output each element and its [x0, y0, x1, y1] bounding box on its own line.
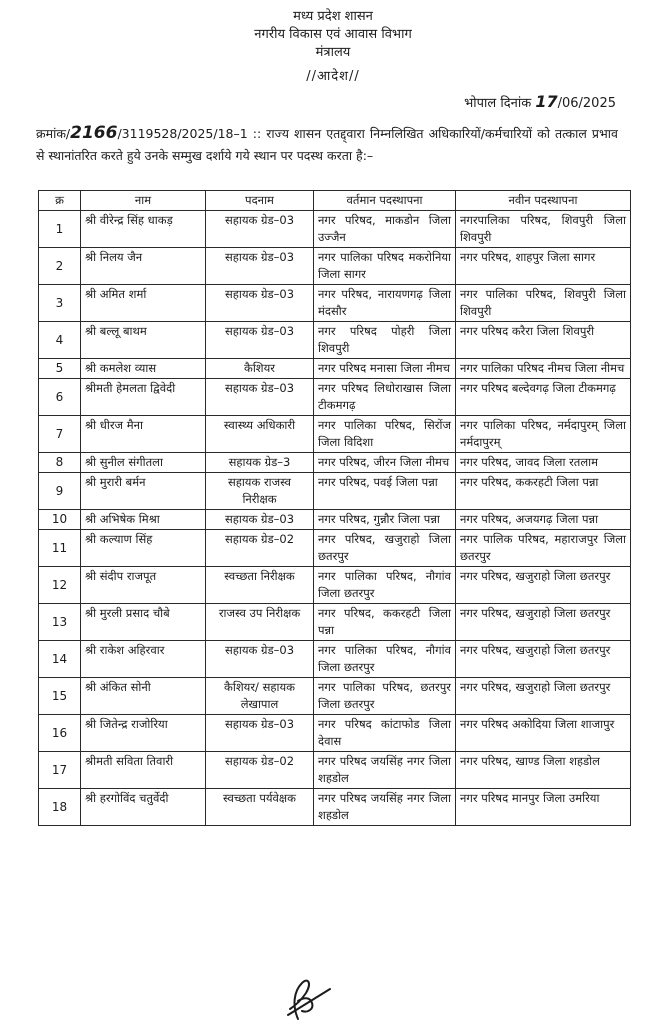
order-intro-paragraph [36, 122, 618, 167]
cell-post: सहायक ग्रेड–03 [206, 641, 314, 678]
cell-new-posting: नगर परिषद, खजुराहो जिला छतरपुर [456, 641, 631, 678]
cell-current-posting: नगर पालिका परिषद, छतरपुर जिला छतरपुर [314, 678, 456, 715]
cell-new-posting: नगर परिषद, खजुराहो जिला छतरपुर [456, 567, 631, 604]
table-row [39, 359, 631, 379]
cell-new-posting: नगर परिषद, अजयगढ़ जिला पन्ना [456, 510, 631, 530]
cell-new-posting: नगर पालिक परिषद, महाराजपुर जिला छतरपुर [456, 530, 631, 567]
cell-name: श्री निलय जैन [81, 248, 206, 285]
header-name: नाम [81, 191, 206, 211]
cell-name: श्री जितेन्द्र राजोरिया [81, 715, 206, 752]
cell-serial: 13 [39, 604, 81, 641]
cell-name: श्री राकेश अहिरवार [81, 641, 206, 678]
cell-post: कैशियर/ सहायक लेखापाल [206, 678, 314, 715]
cell-post: राजस्व उप निरीक्षक [206, 604, 314, 641]
table-row [39, 530, 631, 567]
table-row [39, 211, 631, 248]
cell-name: श्री कल्याण सिंह [81, 530, 206, 567]
cell-post: सहायक ग्रेड–03 [206, 322, 314, 359]
transfer-table [38, 190, 631, 826]
cell-new-posting: नगर परिषद, ककरहटी जिला पन्ना [456, 473, 631, 510]
cell-new-posting: नगर परिषद, शाहपुर जिला सागर [456, 248, 631, 285]
cell-name: श्री मुरली प्रसाद चौबे [81, 604, 206, 641]
table-row [39, 416, 631, 453]
cell-name: श्री बल्लू बाथम [81, 322, 206, 359]
cell-new-posting: नगर परिषद बल्देवगढ़ जिला टीकमगढ़ [456, 379, 631, 416]
cell-serial: 9 [39, 473, 81, 510]
cell-current-posting: नगर परिषद, पवई जिला पन्ना [314, 473, 456, 510]
cell-serial: 11 [39, 530, 81, 567]
header-ministry: मंत्रालय [315, 45, 351, 60]
cell-name: श्री मुरारी बर्मन [81, 473, 206, 510]
cell-current-posting: नगर परिषद, नारायणगढ़ जिला मंदसौर [314, 285, 456, 322]
cell-serial: 5 [39, 359, 81, 379]
kramank-handwritten-number: 2166 [70, 123, 118, 143]
header-new-posting: नवीन पदस्थापना [456, 191, 631, 211]
cell-name: श्री वीरेन्द्र सिंह धाकड़ [81, 211, 206, 248]
table-row [39, 715, 631, 752]
cell-current-posting: नगर परिषद, खजुराहो जिला छतरपुर [314, 530, 456, 567]
cell-post: सहायक ग्रेड–03 [206, 715, 314, 752]
cell-new-posting: नगर परिषद, जावद जिला रतलाम [456, 453, 631, 473]
cell-post: सहायक ग्रेड–03 [206, 510, 314, 530]
cell-serial: 14 [39, 641, 81, 678]
cell-current-posting: नगर परिषद लिधोराखास जिला टीकमगढ़ [314, 379, 456, 416]
cell-current-posting: नगर परिषद, गुन्नौर जिला पन्ना [314, 510, 456, 530]
table-row [39, 641, 631, 678]
cell-post: सहायक राजस्व निरीक्षक [206, 473, 314, 510]
table-row [39, 285, 631, 322]
table-row [39, 248, 631, 285]
table-row [39, 510, 631, 530]
cell-post: सहायक ग्रेड–03 [206, 211, 314, 248]
cell-current-posting: नगर पालिका परिषद, नौगांव जिला छतरपुर [314, 567, 456, 604]
table-body [39, 211, 631, 826]
cell-serial: 12 [39, 567, 81, 604]
cell-post: सहायक ग्रेड–03 [206, 285, 314, 322]
cell-new-posting: नगर पालिका परिषद, शिवपुरी जिला शिवपुरी [456, 285, 631, 322]
cell-serial: 15 [39, 678, 81, 715]
cell-name: श्री अमित शर्मा [81, 285, 206, 322]
table-row [39, 604, 631, 641]
cell-serial: 7 [39, 416, 81, 453]
cell-new-posting: नगर परिषद अकोदिया जिला शाजापुर [456, 715, 631, 752]
cell-name: श्री धीरज मैना [81, 416, 206, 453]
date-month-year: /06/2025 [557, 96, 616, 111]
date-label: भोपाल दिनांक [464, 96, 532, 111]
table-row [39, 453, 631, 473]
cell-serial: 4 [39, 322, 81, 359]
header-serial: क्र [39, 191, 81, 211]
cell-post: सहायक ग्रेड–02 [206, 530, 314, 567]
cell-current-posting: नगर पालिका परिषद मकरोनिया जिला सागर [314, 248, 456, 285]
cell-serial: 2 [39, 248, 81, 285]
header-department: नगरीय विकास एवं आवास विभाग [254, 27, 412, 42]
cell-new-posting: नगर पालिका परिषद नीमच जिला नीमच [456, 359, 631, 379]
header-post: पदनाम [206, 191, 314, 211]
cell-new-posting: नगर परिषद मानपुर जिला उमरिया [456, 789, 631, 826]
cell-current-posting: नगर परिषद पोहरी जिला शिवपुरी [314, 322, 456, 359]
cell-name: श्री अभिषेक मिश्रा [81, 510, 206, 530]
cell-serial: 17 [39, 752, 81, 789]
cell-name: श्री सुनील संगीतला [81, 453, 206, 473]
cell-name: श्रीमती सविता तिवारी [81, 752, 206, 789]
cell-current-posting: नगर पालिका परिषद, नौगांव जिला छतरपुर [314, 641, 456, 678]
cell-post: स्वच्छता पर्यवेक्षक [206, 789, 314, 826]
cell-serial: 3 [39, 285, 81, 322]
table-row [39, 752, 631, 789]
table-row [39, 473, 631, 510]
kramank-label: क्रमांक/ [36, 126, 71, 141]
cell-name: श्री अंकित सोनी [81, 678, 206, 715]
cell-serial: 10 [39, 510, 81, 530]
cell-name: श्री हरगोविंद चतुर्वेदी [81, 789, 206, 826]
cell-new-posting: नगर पालिका परिषद, नर्मदापुरम् जिला नर्मदापुरम् [456, 416, 631, 453]
table-row [39, 678, 631, 715]
cell-post: सहायक ग्रेड–02 [206, 752, 314, 789]
cell-current-posting: नगर परिषद जयसिंह नगर जिला शहडोल [314, 789, 456, 826]
cell-new-posting: नगरपालिका परिषद, शिवपुरी जिला शिवपुरी [456, 211, 631, 248]
cell-post: कैशियर [206, 359, 314, 379]
cell-serial: 8 [39, 453, 81, 473]
cell-post: सहायक ग्रेड–3 [206, 453, 314, 473]
header-state-government: मध्य प्रदेश शासन [293, 9, 373, 24]
cell-current-posting: नगर पालिका परिषद, सिरोंज जिला विदिशा [314, 416, 456, 453]
header-current-posting: वर्तमान पदस्थापना [314, 191, 456, 211]
table-row [39, 567, 631, 604]
cell-serial: 6 [39, 379, 81, 416]
cell-name: श्री कमलेश व्यास [81, 359, 206, 379]
cell-new-posting: नगर परिषद करैरा जिला शिवपुरी [456, 322, 631, 359]
table-row [39, 789, 631, 826]
cell-post: स्वच्छता निरीक्षक [206, 567, 314, 604]
date-day-handwritten: 17 [535, 92, 558, 111]
cell-name: श्रीमती हेमलता द्विवेदी [81, 379, 206, 416]
table-row [39, 379, 631, 416]
kramank-rest-text: /3119528/2025/18–1 :: राज्य शासन एतद्द्वारा निम्नलिखित अधिकारियों/कर्मचारियों को तत्काल प्रभाव से स्थानांतरित करते हुये उनके सम्मुख दर्शाये गये स्थान पर पदस्थ करता है:– [36, 126, 618, 163]
cell-current-posting: नगर परिषद, ककरहटी जिला पन्ना [314, 604, 456, 641]
table-header-row [39, 191, 631, 211]
cell-current-posting: नगर परिषद कांटाफोड जिला देवास [314, 715, 456, 752]
signature-mark [268, 975, 338, 1021]
cell-name: श्री संदीप राजपूत [81, 567, 206, 604]
order-date [464, 92, 616, 111]
table-row [39, 322, 631, 359]
cell-serial: 16 [39, 715, 81, 752]
cell-new-posting: नगर परिषद, खजुराहो जिला छतरपुर [456, 678, 631, 715]
cell-serial: 1 [39, 211, 81, 248]
order-title: //आदेश// [306, 69, 360, 84]
cell-current-posting: नगर परिषद जयसिंह नगर जिला शहडोल [314, 752, 456, 789]
cell-new-posting: नगर परिषद, खाण्ड जिला शहडोल [456, 752, 631, 789]
cell-post: स्वास्थ्य अधिकारी [206, 416, 314, 453]
cell-serial: 18 [39, 789, 81, 826]
cell-current-posting: नगर परिषद मनासा जिला नीमच [314, 359, 456, 379]
cell-new-posting: नगर परिषद, खजुराहो जिला छतरपुर [456, 604, 631, 641]
cell-post: सहायक ग्रेड–03 [206, 248, 314, 285]
cell-post: सहायक ग्रेड–03 [206, 379, 314, 416]
cell-current-posting: नगर परिषद, माकडोन जिला उज्जैन [314, 211, 456, 248]
cell-current-posting: नगर परिषद, जीरन जिला नीमच [314, 453, 456, 473]
